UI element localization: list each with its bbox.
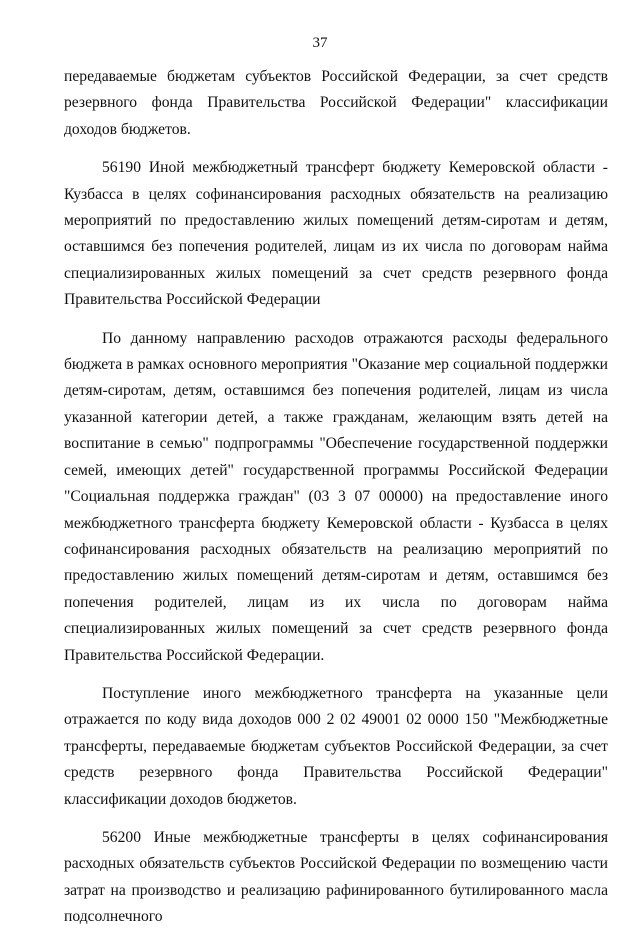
paragraph-56200-heading: 56200 Иные межбюджетные трансферты в целях софинансирования расходных обязательств субъектов Российской Федерации по возмещению части затрат на производство и реализацию рафинированного бутилированного масла подсолнечного — [64, 828, 608, 926]
paragraph-56190-description: По данному направлению расходов отражаются расходы федерального бюджета в рамках основного мероприятия "Оказание мер социальной поддержки детям-сиротам, детям, оставшимся без попечения родителей, лицам из числа указанной категории детей, а также гражданам, желающим взять детей на воспитание в семью" подпрограммы "Обеспечение государственной поддержки семей, имеющих детей" государственной программы Российской Федерации "Социальная поддержка граждан" (03 3 07 00000) на предоставление иного межбюджетного трансферта бюджету Кемеровской области - Кузбасса в целях софинансирования расходных обязательств на реализацию мероприятий по предоставлению жилых помещений детям-сиротам и детям, оставшимся без попечения родителей, лицам из их числа по договорам найма специализированных жилых помещений за счет средств резервного фонда Правительства Российской Федерации. — [64, 329, 608, 664]
document-body — [64, 64, 608, 931]
paragraph-56190-heading: 56190 Иной межбюджетный трансферт бюджету Кемеровской области - Кузбасса в целях софинансирования расходных обязательств на реализацию мероприятий по предоставлению жилых помещений детям-сиротам и детям, оставшимся без попечения родителей, лицам из их числа по договорам найма специализированных жилых помещений за счет средств резервного фонда Правительства Российской Федерации — [64, 159, 608, 309]
paragraph-continuation: передаваемые бюджетам субъектов Российской Федерации, за счет средств резервного фонда Правительства Российской Федерации" классификации доходов бюджетов. — [64, 68, 608, 138]
page-number: 37 — [312, 35, 328, 51]
paragraph-56190-revenue: Поступление иного межбюджетного трансферта на указанные цели отражается по коду вида доходов 000 2 02 49001 02 0000 150 "Межбюджетные трансферты, передаваемые бюджетам субъектов Российской Федерации, за счет средств резервного фонда Правительства Российской Федерации" классификации доходов бюджетов. — [64, 684, 608, 808]
